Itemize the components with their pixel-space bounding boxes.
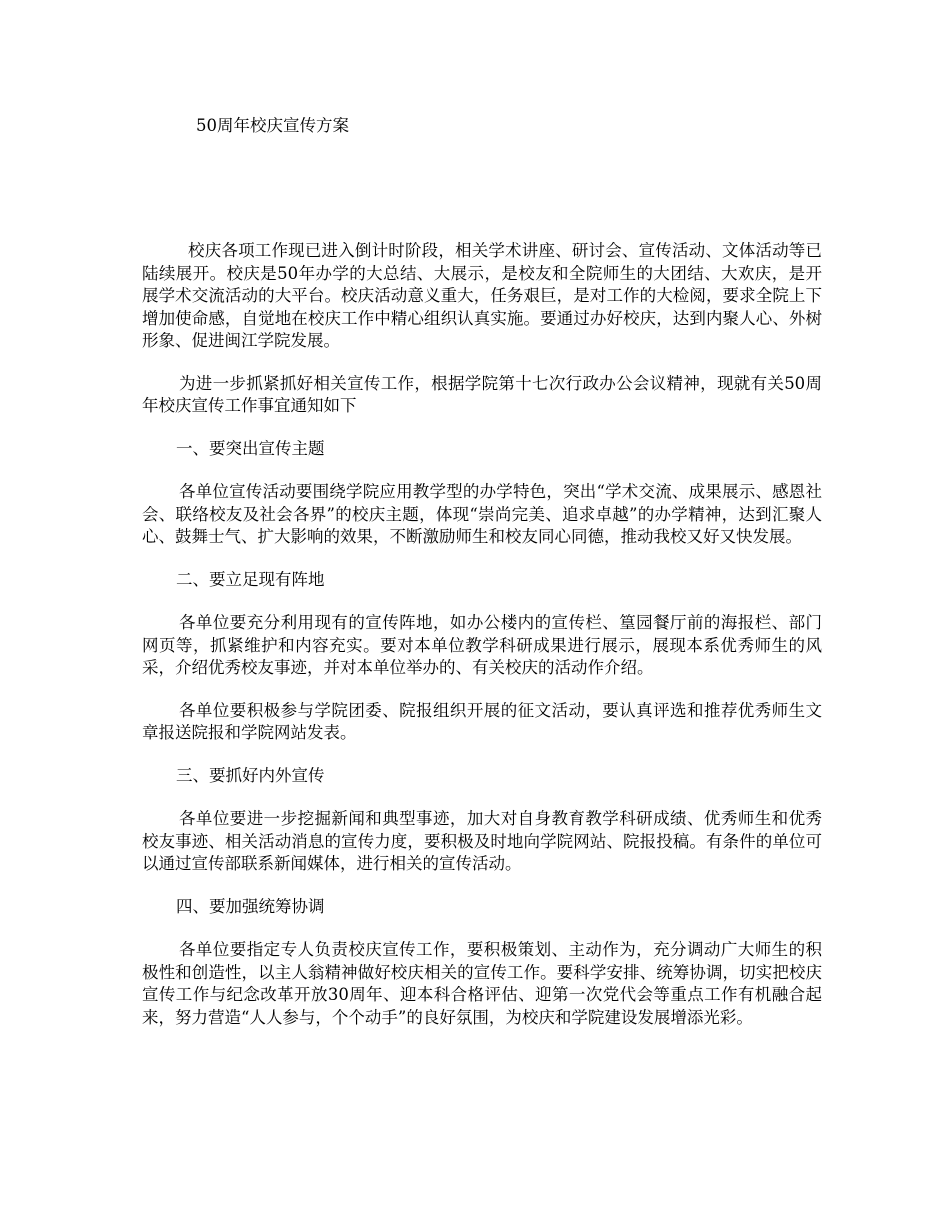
document-body xyxy=(142,240,822,1049)
section-paragraph: 各单位宣传活动要围绕学院应用教学型的办学特色，突出“学术交流、成果展示、感恩社会、联络校友及社会各界”的校庆主题，体现“崇尚完美、追求卓越”的办学精神，达到汇聚人心、鼓舞士气、扩大影响的效果，不断激励师生和校友同心同德，推动我校又好又快发展。 xyxy=(142,482,822,546)
section-paragraph: 各单位要进一步挖掘新闻和典型事迹，加大对自身教育教学科研成绩、优秀师生和优秀校友事迹、相关活动消息的宣传力度，要积极及时地向学院网站、院报投稿。有条件的单位可以通过宣传部联系新闻媒体，进行相关的宣传活动。 xyxy=(142,809,822,873)
section-paragraph: 各单位要充分利用现有的宣传阵地，如办公楼内的宣传栏、篁园餐厅前的海报栏、部门网页等，抓紧维护和内容充实。要对本单位教学科研成果进行展示，展现本系优秀师生的风采，介绍优秀校友事迹，并对本单位举办的、有关校庆的活动作介绍。 xyxy=(142,613,822,677)
section-heading: 四、要加强统筹协调 xyxy=(176,896,325,916)
section-paragraph: 各单位要指定专人负责校庆宣传工作，要积极策划、主动作为，充分调动广大师生的积极性和创造性，以主人翁精神做好校庆相关的宣传工作。要科学安排、统筹协调，切实把校庆宣传工作与纪念改革开放30周年、迎本科合格评估、迎第一次党代会等重点工作有机融合起来，努力营造“人人参与，个个动手”的良好氛围，为校庆和学院建设发展增添光彩。 xyxy=(142,940,822,1027)
section-paragraph: 各单位要积极参与学院团委、院报组织开展的征文活动，要认真评选和推荐优秀师生文章报送院报和学院网站发表。 xyxy=(142,700,822,742)
intro-paragraph: 为进一步抓紧抓好相关宣传工作，根据学院第十七次行政办公会议精神，现就有关50周年校庆宣传工作事宜通知如下 xyxy=(142,373,822,415)
document-title: 50周年校庆宣传方案 xyxy=(196,116,349,135)
section-heading: 二、要立足现有阵地 xyxy=(176,569,325,589)
intro-paragraph: 校庆各项工作现已进入倒计时阶段，相关学术讲座、研讨会、宣传活动、文体活动等已陆续展开。校庆是50年办学的大总结、大展示，是校友和全院师生的大团结、大欢庆，是开展学术交流活动的大平台。校庆活动意义重大，任务艰巨，是对工作的大检阅，要求全院上下增加使命感，自觉地在校庆工作中精心组织认真实施。要通过办好校庆，达到内聚人心、外树形象、促进闽江学院发展。 xyxy=(142,241,822,350)
section-heading: 三、要抓好内外宣传 xyxy=(176,765,325,785)
section-heading: 一、要突出宣传主题 xyxy=(176,438,325,458)
